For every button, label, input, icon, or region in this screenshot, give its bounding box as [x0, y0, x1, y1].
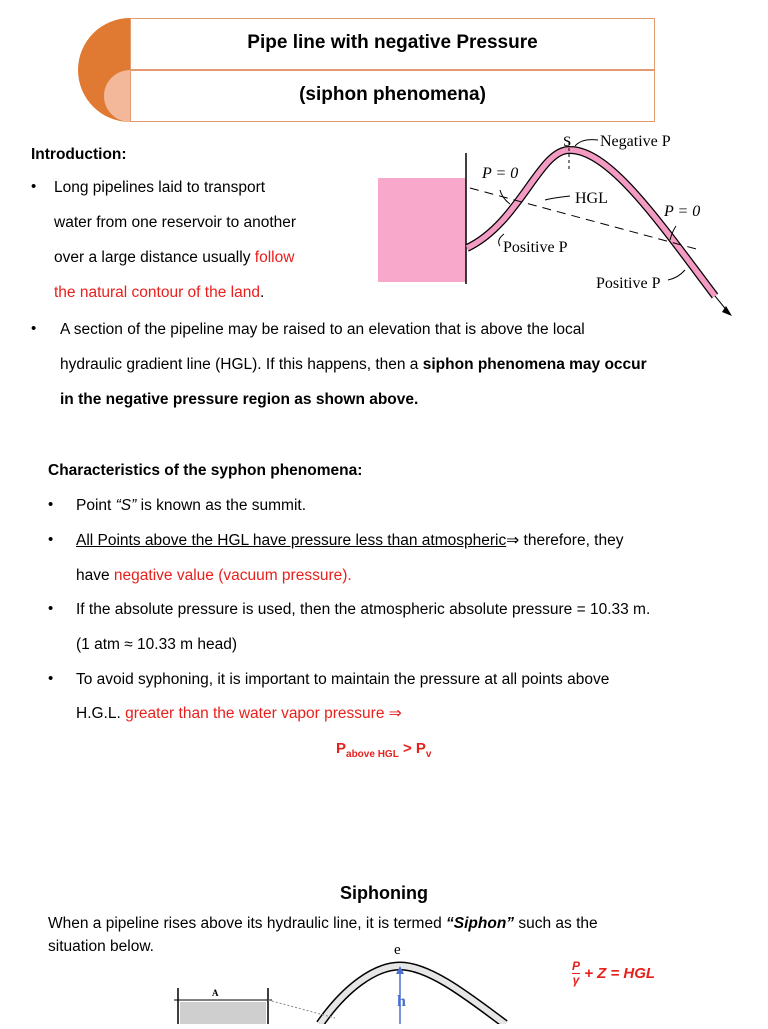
siphon-figure-2 [160, 938, 560, 1024]
title-box-1 [130, 18, 655, 70]
char-item2-line2-red: negative value (vacuum pressure). [113, 567, 352, 584]
page-title: Pipe line with negative Pressure [247, 32, 538, 53]
bullet-dot: • [31, 178, 37, 195]
formula-sub: above HGL [346, 749, 399, 760]
siphon-figure [370, 128, 740, 318]
label-positive-right: Positive P [596, 275, 661, 292]
char-item3-line1: If the absolute pressure is used, then the atmospheric absolute pressure = 10.33 m. [76, 601, 651, 618]
intro-b1-line1: Long pipelines laid to transport [54, 179, 266, 196]
label-s: S [563, 134, 572, 150]
implies-arrow: ⇒ [506, 532, 520, 549]
label-hgl: HGL [575, 190, 608, 207]
title-box-2 [130, 70, 655, 122]
intro-b1-line4-red: the natural contour of the land [54, 284, 260, 301]
intro-b2-line3: in the negative pressure region as shown above. [60, 391, 419, 408]
intro-b1-line3-red: follow [254, 249, 295, 266]
formula-v: v [425, 749, 432, 760]
intro-b2-line2-bold: siphon phenomena may occur [422, 356, 647, 373]
intro-b2-line2-text: hydraulic gradient line (HGL). If this happens, then a [60, 356, 423, 373]
eq-p: P [572, 959, 581, 973]
vapor-pressure-formula [336, 740, 431, 760]
bullet-dot: • [48, 670, 54, 687]
label-negative-p: Negative P [600, 133, 671, 150]
intro-b1-line4 [54, 283, 264, 303]
char-item3-line2: (1 atm ≈ 10.33 m head) [76, 636, 238, 653]
char-item4-line2-text: H.G.L. [76, 705, 126, 722]
label-p0-left: P = 0 [482, 165, 519, 182]
char-item2-line2-text: have [76, 567, 114, 584]
siphoning-line1-text: When a pipeline rises above its hydraulic line, it is termed [48, 915, 447, 932]
char-item1-post: is known as the summit. [136, 497, 307, 514]
intro-b2-line2 [60, 355, 647, 375]
siphoning-line1 [48, 914, 598, 934]
label-a: A [212, 988, 219, 998]
intro-b1-line2: water from one reservoir to another [54, 214, 297, 231]
label-h: h [397, 993, 406, 1010]
eq-gamma: γ [572, 973, 580, 987]
siphoning-line2: situation below. [48, 938, 154, 955]
char-item2-line2 [76, 566, 352, 586]
label-e: e [394, 942, 401, 958]
char-item2-underlined: All Points above the HGL have pressure less than atmospheric [76, 532, 507, 549]
hgl-equation [572, 960, 655, 987]
bullet-dot: • [48, 531, 54, 548]
characteristics-heading: Characteristics of the syphon phenomena: [48, 462, 363, 479]
formula-gt: > P [398, 740, 426, 757]
char-item4-line2 [76, 704, 402, 724]
char-item2-line1 [76, 531, 623, 551]
char-item1 [76, 496, 306, 516]
intro-b1-line3-text: over a large distance usually [54, 249, 255, 266]
intro-b2-line1: A section of the pipeline may be raised to an elevation that is above the local [60, 321, 585, 338]
intro-b1-line3 [54, 248, 294, 268]
eq-rest: + Z = HGL [584, 965, 656, 982]
intro-b1-line4-end: . [259, 284, 265, 301]
siphoning-line1-end: such as the [514, 915, 598, 932]
bullet-dot: • [48, 496, 54, 513]
bullet-dot: • [31, 320, 37, 337]
bullet-dot: • [48, 600, 54, 617]
reservoir [378, 178, 466, 282]
siphoning-term: “Siphon” [446, 915, 515, 932]
intro-heading: Introduction: [31, 146, 127, 163]
siphoning-heading: Siphoning [340, 883, 428, 903]
label-p0-right: P = 0 [664, 203, 701, 220]
char-item2-post: therefore, they [519, 532, 624, 549]
char-item1-pre: Point [76, 497, 116, 514]
formula-p: P [336, 740, 347, 757]
char-item4-line1: To avoid syphoning, it is important to maintain the pressure at all points above [76, 671, 610, 688]
label-positive-left: Positive P [503, 239, 568, 256]
char-item4-line2-red: greater than the water vapor pressure ⇒ [125, 705, 402, 722]
page-subtitle: (siphon phenomena) [299, 84, 486, 105]
char-item1-s: “S” [115, 497, 137, 514]
